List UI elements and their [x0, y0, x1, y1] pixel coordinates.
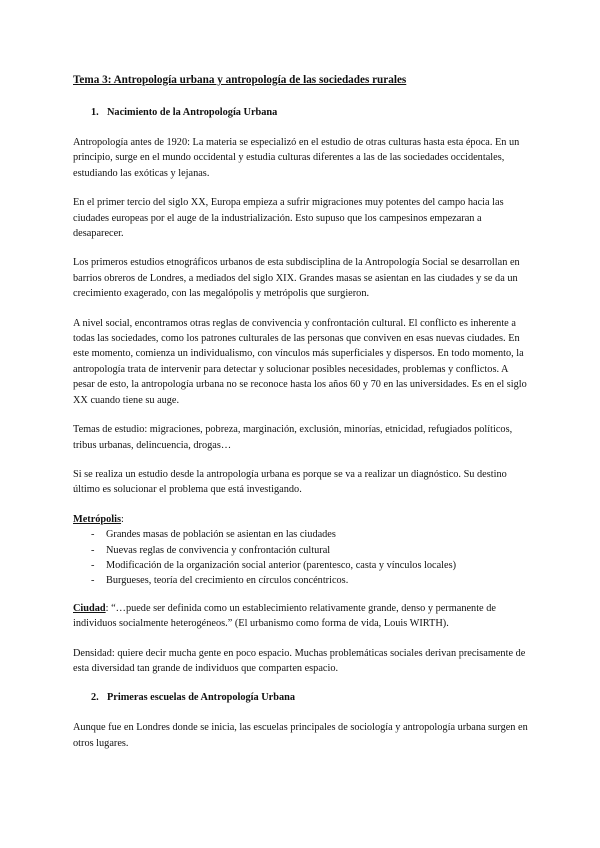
- paragraph: A nivel social, encontramos otras reglas de convivencia y confrontación cultural. El conflicto es inherente a todas las sociedades, como los patrones culturales de las personas que conviven en esas nuevas ciudades. En este momento, comienza un individualismo, con vínculos más superficiales y dispersos. En todo momento, la antropología trata de intervenir para detectar y solucionar posibles necesidades, problemas y conflictos. A pesar de esto, la antropología urbana no se reconoce hasta los años 60 y 70 en las universidades. Es en el siglo XX cuando tiene su auge.: [73, 317, 527, 406]
- ciudad-label: Ciudad: [73, 602, 106, 614]
- metropolis-heading: [73, 512, 530, 527]
- paragraph: Los primeros estudios etnográficos urbanos de esta subdisciplina de la Antropología Social se desarrollan en barrios obreros de Londres, a mediados del siglo XIX. Grandes masas se asientan en las ciudades y se da un crecimiento exagerado, con las megalópolis y metrópolis que surgieron.: [73, 257, 520, 300]
- list-item: - Grandes masas de población se asientan en las ciudades: [73, 527, 530, 542]
- section-heading-1: [91, 105, 530, 120]
- densidad-paragraph: Densidad: quiere decir mucha gente en poco espacio. Muchas problemáticas sociales derivan precisamente de esta diversidad tan grande de individuos que comparten espacio.: [73, 647, 526, 674]
- paragraph: En el primer tercio del siglo XX, Europa empieza a sufrir migraciones muy potentes del campo hacia las ciudades europeas por el auge de la industrialización. Esto supuso que los campesinos empezaran a desaparecer.: [73, 197, 504, 240]
- list-item: - Burgueses, teoría del crecimiento en círculos concéntricos.: [73, 573, 530, 588]
- paragraph: Antropología antes de 1920: La materia se especializó en el estudio de otras culturas hasta esta época. En un principio, surge en el mundo occidental y estudia culturas diferentes a las de las sociedades occidentales, estudiando las exóticas y lejanas.: [73, 137, 520, 179]
- section-title: Primeras escuelas de Antropología Urbana: [107, 692, 296, 704]
- metropolis-colon: :: [121, 513, 124, 525]
- list-item: - Modificación de la organización social anterior (parentesco, casta y vínculos locales): [73, 558, 530, 573]
- ciudad-definition: [73, 601, 530, 632]
- paragraph: Temas de estudio: migraciones, pobreza, marginación, exclusión, minorías, etnicidad, refugiados políticos, tribus urbanas, delincuencia, drogas…: [73, 424, 513, 451]
- list-item: - Nuevas reglas de convivencia y confrontación cultural: [73, 543, 530, 558]
- ciudad-text: : “…puede ser definida como un establecimiento relativamente grande, denso y permanente de individuos socialmente heterogéneos.” (El urbanismo como forma de vida, Louis WIRTH).: [73, 602, 496, 630]
- section-number: 1.: [91, 107, 99, 118]
- document-title: Tema 3: Antropología urbana y antropología de las sociedades rurales: [73, 74, 407, 86]
- paragraph: Aunque fue en Londres donde se inicia, las escuelas principales de sociología y antropología urbana surgen en otros lugares.: [73, 722, 528, 749]
- section-number: 2.: [91, 692, 99, 704]
- paragraph: Si se realiza un estudio desde la antropología urbana es porque se va a realizar un diagnóstico. Su destino último es solucionar el problema que está investigando.: [73, 468, 507, 496]
- metropolis-list: [73, 527, 530, 589]
- metropolis-label: Metrópolis: [73, 513, 122, 525]
- section-title: Nacimiento de la Antropología Urbana: [107, 107, 278, 118]
- section-heading-2: [91, 690, 530, 705]
